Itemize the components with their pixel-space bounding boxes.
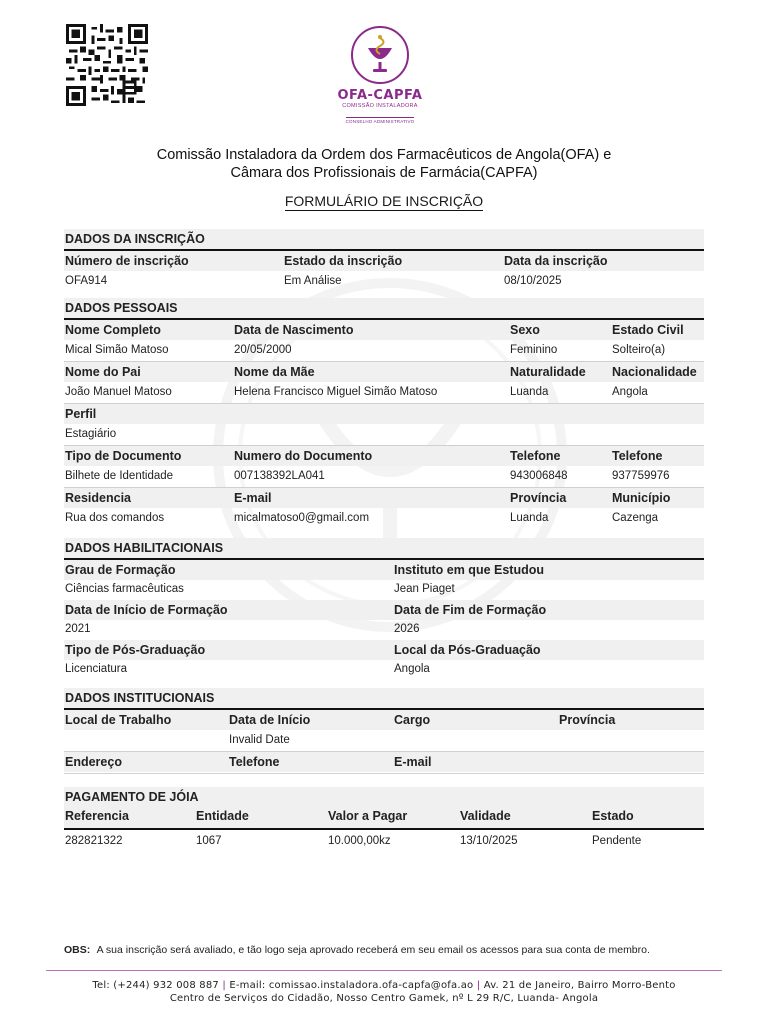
field-value: Helena Francisco Miguel Simão Matoso: [234, 386, 438, 398]
label-row: [64, 251, 704, 271]
field-label: Número de inscrição: [65, 254, 189, 268]
footer-line-1: [0, 979, 768, 992]
field-value: Jean Piaget: [394, 583, 455, 595]
field-label: Perfil: [65, 407, 97, 421]
field-value: Feminino: [510, 344, 558, 356]
column-header: Referencia: [65, 809, 129, 823]
heading-line-1: Comissão Instaladora da Ordem dos Farmacêuticos de Angola(OFA) e: [156, 147, 612, 163]
label-row: [64, 488, 704, 508]
field-label: Data da inscrição: [504, 254, 608, 268]
field-label: Nome do Pai: [65, 365, 141, 379]
payment-value: 10.000,00kz: [328, 835, 391, 847]
field-value: 007138392LA041: [234, 470, 325, 482]
field-label: Nacionalidade: [612, 365, 697, 379]
field-value: Luanda: [510, 512, 549, 524]
section-habilitacionais: [64, 538, 704, 680]
field-value: Angola: [394, 663, 430, 675]
field-value: 2021: [65, 623, 91, 635]
pharmacy-emblem-icon: [351, 26, 409, 84]
field-label: Endereço: [65, 755, 122, 769]
field-value: 08/10/2025: [504, 275, 562, 287]
field-label: Local de Trabalho: [65, 713, 172, 727]
field-label: Data de Fim de Formação: [394, 603, 547, 617]
label-row: [64, 560, 704, 580]
payment-row: [64, 835, 704, 855]
logo-subtitle-2: CONSELHO ADMINISTRATIVO: [345, 119, 415, 124]
payment-value: 1067: [196, 835, 222, 847]
payment-value: 13/10/2025: [460, 835, 518, 847]
section-title: DADOS PESSOAIS: [64, 298, 704, 318]
column-header: Entidade: [196, 809, 249, 823]
field-label: Numero do Documento: [234, 449, 373, 463]
field-label: Naturalidade: [510, 365, 586, 379]
field-value: 937759976: [612, 470, 670, 482]
field-label: Data de Início de Formação: [65, 603, 228, 617]
field-label: Província: [510, 491, 567, 505]
field-label: Data de Nascimento: [234, 323, 354, 337]
field-label: Tipo de Documento: [65, 449, 182, 463]
field-value: Angola: [612, 386, 648, 398]
field-label: Instituto em que Estudou: [394, 563, 544, 577]
field-label: Município: [612, 491, 671, 505]
field-label: Cargo: [394, 713, 431, 727]
field-value: Luanda: [510, 386, 549, 398]
label-row: [64, 640, 704, 660]
section-pessoais: [64, 298, 704, 530]
section-inscricao: [64, 229, 704, 293]
label-row: [64, 752, 704, 772]
section-title: PAGAMENTO DE JÓIA: [65, 790, 199, 804]
footer-line-2: Centro de Serviços do Cidadão, Nosso Centro Gamek, nº L 29 R/C, Luanda- Angola: [169, 993, 599, 1004]
field-value: 943006848: [510, 470, 568, 482]
field-value: Mical Simão Matoso: [65, 344, 169, 356]
column-header: Valor a Pagar: [328, 809, 408, 823]
value-row: [64, 620, 704, 640]
field-value: Solteiro(a): [612, 344, 666, 356]
logo-name: OFA-CAPFA: [337, 88, 423, 103]
field-value: 2026: [394, 623, 420, 635]
field-value: Cazenga: [612, 512, 659, 524]
value-row: [64, 340, 704, 362]
field-label: Residencia: [65, 491, 132, 505]
payment-value: 282821322: [65, 835, 123, 847]
obs-text: A sua inscrição será avaliado, e tão logo seja aprovado receberá em seu email os acessos para sua conta de membro.: [96, 944, 650, 956]
label-row: [64, 600, 704, 620]
field-value: OFA914: [65, 275, 108, 287]
label-row: [64, 320, 704, 340]
field-value: João Manuel Matoso: [65, 386, 172, 398]
document-heading: [0, 146, 768, 182]
footer-separator: |: [476, 980, 481, 991]
heading-line-2: Câmara dos Profissionais de Farmácia(CAPFA): [230, 165, 538, 181]
qr-code: [64, 24, 150, 106]
footer-email: E-mail: comissao.instaladora.ofa-capfa@ofa.ao: [229, 980, 474, 991]
section-institucionais: [64, 688, 704, 774]
value-row: [64, 424, 704, 446]
footer-divider: [46, 970, 722, 971]
observation-note: [64, 944, 724, 956]
section-title: DADOS INSTITUCIONAIS: [64, 688, 704, 708]
field-label: Província: [559, 713, 616, 727]
field-value: Ciências farmacêuticas: [65, 583, 184, 595]
field-label: Grau de Formação: [65, 563, 176, 577]
field-label: E-mail: [394, 755, 432, 769]
section-title: DADOS DA INSCRIÇÃO: [64, 229, 704, 249]
value-row: [64, 730, 704, 752]
field-value: Rua dos comandos: [65, 512, 165, 524]
value-row: [64, 580, 704, 600]
field-label: Nome Completo: [65, 323, 161, 337]
value-row: [64, 508, 704, 530]
field-label: Telefone: [612, 449, 663, 463]
value-row: [64, 271, 704, 293]
obs-label: OBS:: [64, 944, 91, 956]
section-divider: [64, 828, 704, 830]
label-row: [64, 710, 704, 730]
field-value: 20/05/2000: [234, 344, 292, 356]
column-header: Estado: [592, 809, 634, 823]
section-pagamento: [64, 787, 704, 829]
field-label: E-mail: [234, 491, 272, 505]
footer: [0, 979, 768, 1005]
field-label: Nome da Mãe: [234, 365, 315, 379]
field-value: micalmatoso0@gmail.com: [234, 512, 370, 524]
label-row: [64, 362, 704, 382]
logo-subtitle: COMISSÃO INSTALADORA: [342, 103, 418, 109]
field-label: Data de Início: [229, 713, 311, 727]
field-value: Em Análise: [284, 275, 342, 287]
section-title: DADOS HABILITACIONAIS: [64, 538, 704, 558]
value-row: [64, 466, 704, 488]
footer-tel: Tel: (+244) 932 008 887: [92, 980, 219, 991]
field-label: Local da Pós-Graduação: [394, 643, 541, 657]
field-label: Telefone: [510, 449, 561, 463]
field-label: Telefone: [229, 755, 280, 769]
field-label: Estado da inscrição: [284, 254, 403, 268]
footer-address: Av. 21 de Janeiro, Bairro Morro-Bento: [483, 980, 676, 991]
label-row: [64, 404, 704, 424]
value-row: [64, 382, 704, 404]
payment-value: Pendente: [592, 835, 642, 847]
field-value: Invalid Date: [229, 734, 290, 746]
label-row: [64, 446, 704, 466]
field-label: Tipo de Pós-Graduação: [65, 643, 206, 657]
column-header: Validade: [460, 809, 511, 823]
value-row: [64, 660, 704, 680]
field-value: Estagiário: [65, 428, 117, 440]
form-title: FORMULÁRIO DE INSCRIÇÃO: [284, 193, 484, 209]
ofa-capfa-logo: [320, 26, 440, 128]
field-label: Estado Civil: [612, 323, 684, 337]
field-value: Bilhete de Identidade: [65, 470, 174, 482]
field-label: Sexo: [510, 323, 540, 337]
value-row: [64, 772, 704, 774]
field-value: Licenciatura: [65, 663, 128, 675]
footer-separator: |: [222, 980, 226, 991]
